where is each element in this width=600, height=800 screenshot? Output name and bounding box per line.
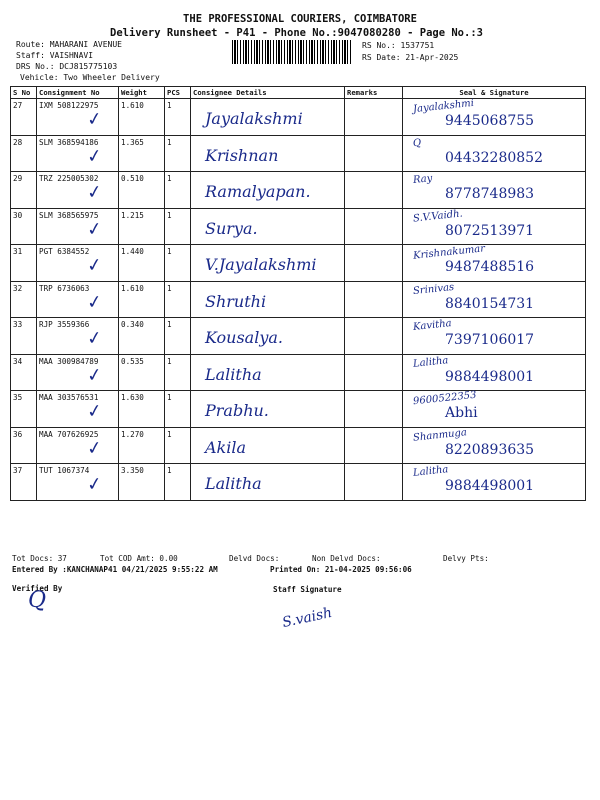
receiver-phone: 8072513971 [445, 222, 535, 239]
receiver-phone: 8778748983 [445, 186, 535, 202]
col-consignee: Consignee Details [191, 87, 345, 99]
checkmark-icon: ✓ [85, 436, 104, 460]
row-sno: 36 [11, 427, 37, 464]
table-header-row [11, 87, 586, 99]
row-consignment [37, 281, 119, 318]
staff-signature-label: Staff Signature [273, 585, 342, 594]
row-pcs: 1 [165, 427, 191, 464]
consignee-name: Jayalakshmi [205, 109, 303, 128]
row-remarks [345, 391, 403, 428]
row-sno: 30 [11, 208, 37, 245]
checkmark-icon: ✓ [85, 254, 104, 277]
checkmark-icon: ✓ [85, 473, 104, 496]
table-row [11, 208, 586, 245]
runsheet-title: Delivery Runsheet - P41 - Phone No.:9047080280 - Page No.:3 [110, 27, 483, 39]
consignee-name: Prabhu. [205, 401, 269, 420]
table-row [11, 354, 586, 391]
col-remarks: Remarks [345, 87, 403, 99]
row-weight: 1.365 [119, 135, 165, 172]
row-consignment [37, 172, 119, 209]
staff-signature-mark: S.vaish [280, 604, 334, 632]
row-weight: 1.440 [119, 245, 165, 282]
receiver-signature: Lalitha [412, 464, 449, 479]
row-signature [403, 391, 586, 428]
table-row [11, 391, 586, 428]
row-weight: 0.535 [119, 354, 165, 391]
row-pcs: 1 [165, 208, 191, 245]
col-pcs: PCS [165, 87, 191, 99]
row-weight: 0.340 [119, 318, 165, 355]
receiver-phone: 9487488516 [445, 259, 535, 275]
consignment-number: TRZ 225005302 [39, 174, 99, 183]
consignment-number: MAA 707626925 [39, 429, 99, 439]
row-pcs: 1 [165, 245, 191, 282]
row-signature [403, 208, 586, 245]
receiver-signature: 9600522353 [412, 389, 478, 408]
barcode [232, 40, 352, 64]
row-pcs: 1 [165, 391, 191, 428]
row-signature [403, 135, 586, 172]
row-signature [403, 99, 586, 136]
table-row [11, 464, 586, 501]
col-consignment: Consignment No [37, 87, 119, 99]
row-pcs: 1 [165, 318, 191, 355]
consignee-name: Surya. [205, 218, 258, 238]
checkmark-icon: ✓ [85, 363, 104, 387]
non-delivered-docs: Non Delvd Docs: [312, 554, 381, 563]
row-consignment [37, 245, 119, 282]
total-cod: Tot COD Amt: 0.00 [100, 554, 178, 563]
runsheet-table [10, 86, 586, 501]
row-pcs: 1 [165, 354, 191, 391]
row-sno: 35 [11, 391, 37, 428]
table-row [11, 135, 586, 172]
receiver-signature: Q [412, 137, 422, 149]
row-weight: 1.610 [119, 281, 165, 318]
table-row [11, 318, 586, 355]
consignment-number: SLM 368565975 [39, 210, 99, 220]
row-signature [403, 354, 586, 391]
receiver-signature: Shanmuga [412, 426, 468, 444]
consignment-number: SLM 368594186 [39, 137, 99, 147]
row-consignment [37, 427, 119, 464]
row-sno: 33 [11, 318, 37, 355]
row-pcs: 1 [165, 281, 191, 318]
row-consignment [37, 318, 119, 355]
consignee-name: Akila [205, 437, 247, 457]
row-consignment [37, 208, 119, 245]
row-remarks [345, 354, 403, 391]
row-pcs: 1 [165, 464, 191, 501]
checkmark-icon: ✓ [85, 217, 104, 241]
receiver-signature: Kavitha [412, 318, 453, 333]
col-signature: Seal & Signature [403, 87, 586, 99]
row-pcs: 1 [165, 172, 191, 209]
row-consignee [191, 464, 345, 501]
table-row [11, 172, 586, 209]
row-sno: 29 [11, 172, 37, 209]
consignee-name: Krishnan [205, 145, 279, 165]
row-consignee [191, 245, 345, 282]
table-row [11, 99, 586, 136]
delivered-docs: Delvd Docs: [229, 554, 280, 563]
row-weight: 1.630 [119, 391, 165, 428]
receiver-phone: 8840154731 [445, 295, 535, 312]
consignee-name: V.Jayalakshmi [205, 255, 317, 274]
receiver-phone: 9884498001 [445, 368, 535, 385]
receiver-phone: Abhi [445, 405, 478, 421]
receiver-phone: 7397106017 [445, 332, 535, 348]
row-consignee [191, 391, 345, 428]
row-weight: 1.610 [119, 99, 165, 136]
row-consignment [37, 354, 119, 391]
consignment-number: TUT 1067374 [39, 466, 90, 475]
entered-by: Entered By :KANCHANAP41 04/21/2025 9:55:22 AM [12, 565, 218, 574]
consignment-number: RJP 3559366 [39, 320, 90, 329]
row-remarks [345, 427, 403, 464]
receiver-signature: Jayalakshmi [412, 97, 475, 116]
row-remarks [345, 245, 403, 282]
checkmark-icon: ✓ [85, 181, 104, 204]
consignee-name: Lalitha [205, 364, 262, 384]
row-pcs: 1 [165, 99, 191, 136]
checkmark-icon: ✓ [85, 290, 104, 314]
receiver-signature: S.V.Vaidh. [412, 207, 464, 225]
consignee-name: Shruthi [205, 291, 267, 311]
route-label: Route: MAHARANI AVENUE [16, 40, 122, 49]
row-pcs: 1 [165, 135, 191, 172]
row-sno: 27 [11, 99, 37, 136]
row-sno: 37 [11, 464, 37, 501]
consignee-name: Kousalya. [205, 328, 283, 347]
consignment-number: TRP 6736063 [39, 283, 90, 293]
checkmark-icon: ✓ [85, 327, 104, 350]
col-weight: Weight [119, 87, 165, 99]
row-consignee [191, 427, 345, 464]
row-consignee [191, 135, 345, 172]
printed-on: Printed On: 21-04-2025 09:56:06 [270, 565, 412, 574]
row-signature [403, 318, 586, 355]
consignee-name: Ramalyapan. [205, 182, 311, 201]
row-consignee [191, 208, 345, 245]
company-title: THE PROFESSIONAL COURIERS, COIMBATORE [183, 13, 417, 25]
row-consignee [191, 281, 345, 318]
consignment-number: MAA 303576531 [39, 393, 99, 402]
receiver-phone: 04432280852 [445, 149, 543, 166]
drs-label: DRS No.: DCJ815775103 [16, 62, 118, 71]
table-row [11, 427, 586, 464]
vehicle-label: Vehicle: Two Wheeler Delivery [20, 73, 160, 82]
receiver-phone: 9884498001 [445, 478, 535, 494]
table-row [11, 245, 586, 282]
checkmark-icon: ✓ [85, 400, 104, 423]
verified-by-label: Verified By [12, 584, 63, 593]
row-consignee [191, 318, 345, 355]
row-remarks [345, 208, 403, 245]
row-sno: 28 [11, 135, 37, 172]
row-remarks [345, 172, 403, 209]
rs-date: RS Date: 21-Apr-2025 [362, 53, 459, 62]
consignment-number: PGT 6384552 [39, 247, 90, 256]
checkmark-icon: ✓ [85, 144, 104, 168]
row-weight: 1.270 [119, 427, 165, 464]
row-weight: 3.350 [119, 464, 165, 501]
row-remarks [345, 318, 403, 355]
staff-label: Staff: VAISHNAVI [16, 51, 94, 60]
table-row [11, 281, 586, 318]
row-consignment [37, 99, 119, 136]
consignee-name: Lalitha [205, 474, 262, 493]
row-remarks [345, 281, 403, 318]
row-consignee [191, 172, 345, 209]
receiver-signature: Krishnakumar [412, 243, 486, 262]
row-remarks [345, 99, 403, 136]
row-sno: 34 [11, 354, 37, 391]
row-signature [403, 172, 586, 209]
row-signature [403, 281, 586, 318]
rs-number: RS No.: 1537751 [362, 41, 435, 50]
row-consignee [191, 354, 345, 391]
receiver-signature: Ray [412, 173, 433, 186]
row-remarks [345, 464, 403, 501]
checkmark-icon: ✓ [85, 108, 104, 131]
verified-signature: Q [28, 588, 47, 613]
receiver-signature: Lalitha [412, 354, 449, 370]
delivery-points: Delvy Pts: [443, 554, 489, 563]
receiver-phone: 8220893635 [445, 441, 535, 458]
row-weight: 0.510 [119, 172, 165, 209]
total-docs: Tot Docs: 37 [12, 554, 67, 563]
receiver-signature: Srinivas [412, 281, 455, 297]
consignment-number: MAA 300984789 [39, 356, 99, 366]
row-signature [403, 245, 586, 282]
row-sno: 32 [11, 281, 37, 318]
row-consignment [37, 135, 119, 172]
consignment-number: IXM 508122975 [39, 101, 99, 110]
row-consignee [191, 99, 345, 136]
receiver-phone: 9445068755 [445, 113, 535, 129]
row-weight: 1.215 [119, 208, 165, 245]
row-sno: 31 [11, 245, 37, 282]
row-signature [403, 427, 586, 464]
col-sno: S No [11, 87, 37, 99]
row-signature [403, 464, 586, 501]
row-consignment [37, 391, 119, 428]
row-remarks [345, 135, 403, 172]
row-consignment [37, 464, 119, 501]
